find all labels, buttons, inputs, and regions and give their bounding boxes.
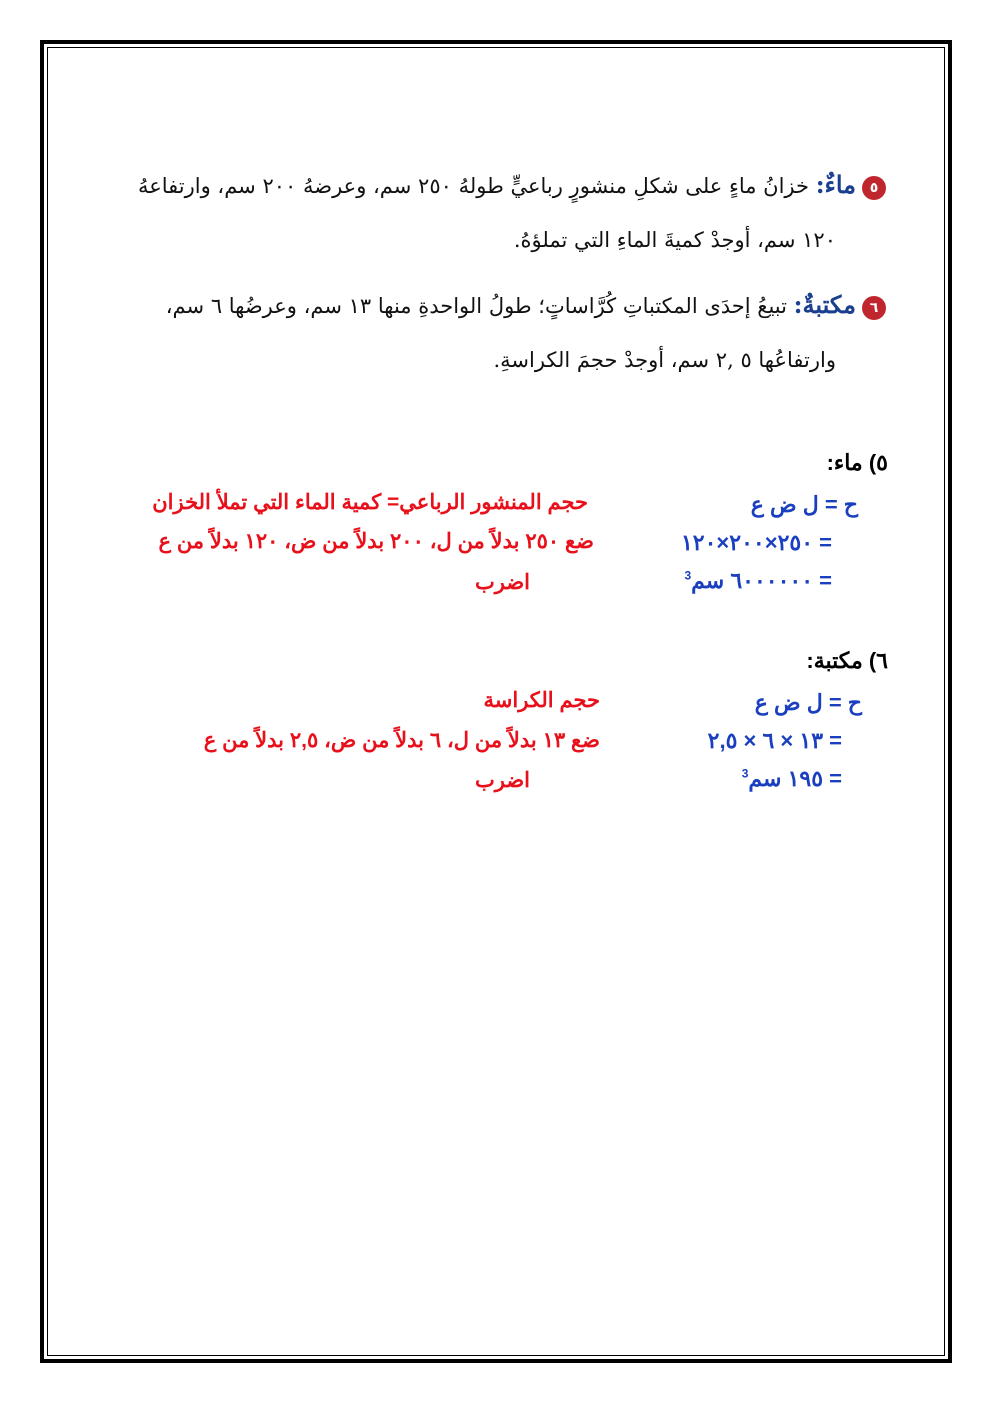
solution-6-note-2: ضع ١٣ بدلاً من ل، ٦ بدلاً من ض، ٢,٥ بدلاً من ع [203,729,600,752]
solution-5-step-2 [684,568,832,594]
problem-5-keyword: ماءٌ: [815,170,856,199]
problem-5-line-1 [138,170,886,200]
solution-5-step-1: = ٢٥٠×٢٠٠×١٢٠ [680,530,832,555]
solution-6-note-3: اضرب [474,769,530,792]
solution-6-formula: ح = ل ض ع [754,690,862,715]
solution-6-step-2 [742,766,842,792]
problem-5-number-badge: ٥ [862,176,886,200]
solution-6-unit-exponent: 3 [741,766,749,781]
problem-6-line-1 [166,290,886,320]
problem-6-keyword: مكتبةٌ: [793,290,856,319]
solution-6-step-1: = ١٣ × ٦ × ٢,٥ [707,728,842,753]
solution-5-heading: ٥) ماء: [826,450,888,475]
solution-5-note-2: ضع ٢٥٠ بدلاً من ل، ٢٠٠ بدلاً من ض، ١٢٠ بدلاً من ع [158,530,594,553]
solution-5-step-2-text: = ٦٠٠٠٠٠٠ سم [691,568,832,593]
solution-5-note-1: حجم المنشور الرباعي= كمية الماء التي تملأ الخزان [152,491,588,514]
solution-5-unit-exponent: 3 [684,568,692,583]
problem-6-text-2: وارتفاعُها ٥ ,٢ سم، أوجدْ حجمَ الكراسةِ. [493,348,836,372]
problem-5-text-2: ١٢٠ سم، أوجدْ كميةَ الماءِ التي تملؤهُ. [513,228,836,252]
problem-5-text-1: خزانُ ماءٍ على شكلِ منشورٍ رباعيٍّ طولهُ ٢٥٠ سم، وعرضهُ ٢٠٠ سم، وارتفاعهُ [137,174,809,198]
solution-6-step-2-text: = ١٩٥ سم [748,766,842,791]
solution-6-note-1: حجم الكراسة [483,689,600,712]
problem-6-text-1: تبيعُ إحدَى المكتباتِ كُرَّاساتٍ؛ طولُ الواحدةِ منها ١٣ سم، وعرضُها ٦ سم، [165,294,787,318]
solution-5-formula: ح = ل ض ع [750,492,858,517]
solution-5-note-3: اضرب [474,571,530,594]
problem-6-number-badge: ٦ [862,296,886,320]
solution-6-heading: ٦) مكتبة: [806,648,888,673]
